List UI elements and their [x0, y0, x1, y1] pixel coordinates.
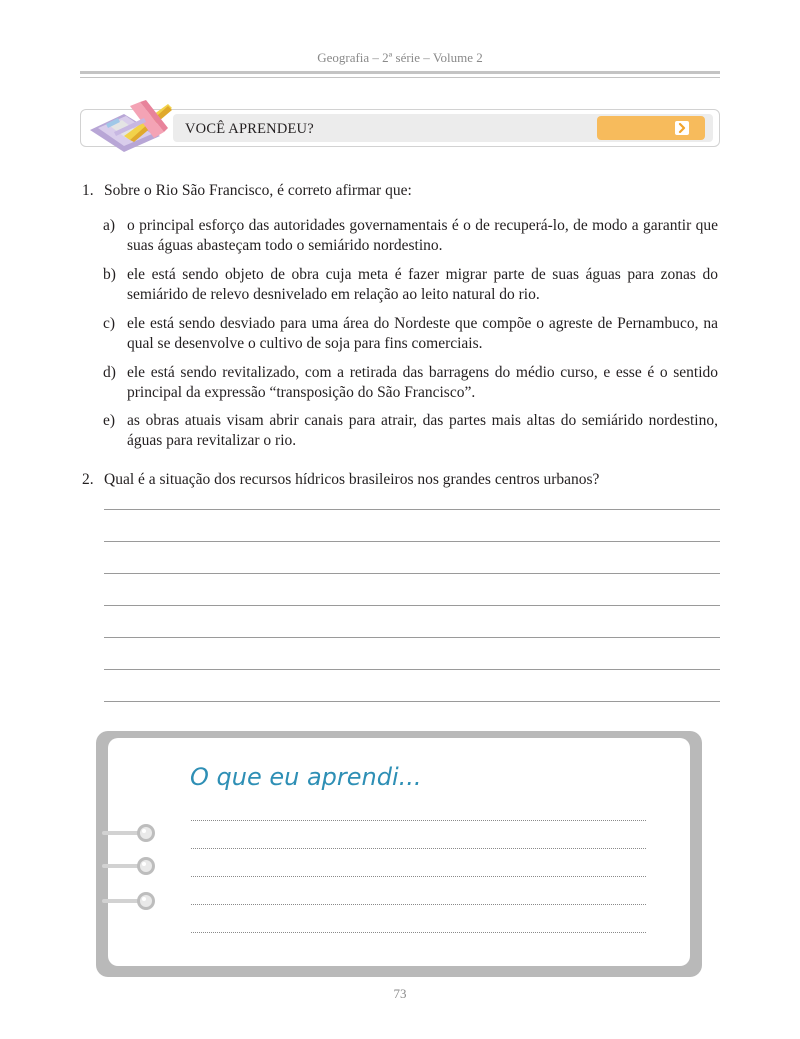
answer-line[interactable]: [104, 605, 720, 606]
option-letter: a): [103, 217, 116, 234]
answer-line[interactable]: [104, 573, 720, 574]
binder-ring-icon: [102, 822, 158, 844]
header-rule: [80, 71, 720, 74]
section-banner: [80, 109, 720, 147]
answer-line[interactable]: [104, 509, 720, 510]
learned-box-title: O que eu aprendi...: [190, 763, 422, 791]
option-text: ele está sendo objeto de obra cuja meta é fazer migrar parte de suas águas para zonas do semiárido de relevo desnivelado em relação ao leito natural do rio.: [127, 266, 718, 303]
option-text: as obras atuais visam abrir canais para atrair, das partes mais altas do semiárido nordestino, águas para revitalizar o rio.: [127, 412, 718, 449]
question-number: 2.: [82, 471, 94, 488]
question-number: 1.: [82, 182, 94, 199]
section-banner-tab[interactable]: [597, 116, 705, 140]
running-header: Geografia – 2ª série – Volume 2: [317, 50, 483, 65]
answer-line[interactable]: [104, 637, 720, 638]
option-text: o principal esforço das autoridades governamentais é o de recuperá-lo, de modo a garantir que suas águas abasteçam todo o semiárido nordestino.: [127, 217, 718, 254]
learned-line[interactable]: [191, 876, 646, 877]
option-letter: d): [103, 364, 116, 381]
page-number: 73: [393, 986, 407, 1001]
question-text: Qual é a situação dos recursos hídricos brasileiros nos grandes centros urbanos?: [104, 471, 600, 488]
question-text: Sobre o Rio São Francisco, é correto afirmar que:: [104, 182, 412, 199]
option-letter: b): [103, 266, 116, 283]
option-letter: c): [103, 315, 116, 332]
answer-line[interactable]: [104, 541, 720, 542]
option-text: ele está sendo desviado para uma área do Nordeste que compõe o agreste de Pernambuco, na qual se desenvolve o cultivo de soja para fins comerciais.: [127, 315, 718, 352]
section-banner-bar: [173, 114, 713, 142]
section-title: VOCÊ APRENDEU?: [185, 121, 314, 137]
answer-line[interactable]: [104, 669, 720, 670]
arrow-right-icon[interactable]: [675, 121, 689, 135]
pencil-ruler-icon: [84, 96, 176, 154]
learned-line[interactable]: [191, 904, 646, 905]
learned-line[interactable]: [191, 848, 646, 849]
binder-ring-icon: [102, 890, 158, 912]
header-rule-thin: [80, 77, 720, 78]
learned-line[interactable]: [191, 820, 646, 821]
binder-ring-icon: [102, 855, 158, 877]
option-text: ele está sendo revitalizado, com a retirada das barragens do médio curso, e esse é o sentido principal da expressão “transposição do São Francisco”.: [127, 364, 718, 401]
option-letter: e): [103, 412, 116, 429]
learned-line[interactable]: [191, 932, 646, 933]
answer-line[interactable]: [104, 701, 720, 702]
